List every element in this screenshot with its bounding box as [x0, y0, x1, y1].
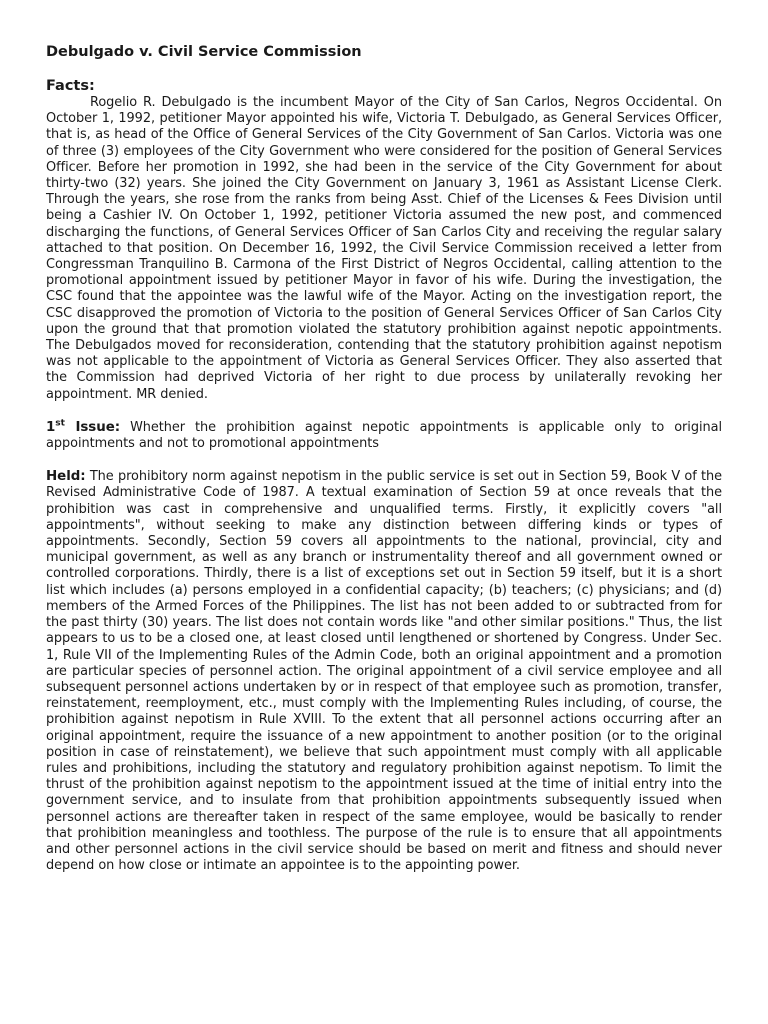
- issue-ordinal-suffix: st: [55, 418, 65, 429]
- issue-section: [46, 420, 722, 452]
- held-section: [46, 469, 722, 874]
- issue-heading: [46, 420, 120, 435]
- issue-number: 1: [46, 419, 56, 435]
- issue-text: Whether the prohibition against nepotic appointments is applicable only to original appointments and not to promotional appointments: [46, 419, 722, 452]
- facts-heading: Facts:: [46, 78, 95, 94]
- facts-section: [46, 78, 722, 403]
- facts-paragraph: Rogelio R. Debulgado is the incumbent Mayor of the City of San Carlos, Negros Occidental. On October 1, 1992, petitioner Mayor appointed his wife, Victoria T. Debulgado, as General Services Officer, that is, as head of the Office of General Services of the City Government of San Carlos. Victoria was one of three (3) employees of the City Government who were considered for the position of General Services Officer. Before her promotion in 1992, she had been in the service of the City Government for about thirty-two (32) years. She joined the City Government on January 3, 1961 as Assistant License Clerk. Through the years, she rose from the ranks from being Asst. Chief of the Licenses & Fees Division until being a Cashier IV. On October 1, 1992, petitioner Victoria assumed the new post, and commenced discharging the functions, of General Services Officer of San Carlos City and receiving the regular salary attached to that position. On December 16, 1992, the Civil Service Commission received a letter from Congressman Tranquilino B. Carmona of the First District of Negros Occidental, calling attention to the promotional appointment issued by petitioner Mayor in favor of his wife. During the investigation, the CSC found that the appointee was the lawful wife of the Mayor. Acting on the investigation report, the CSC disapproved the promotion of Victoria to the position of General Services Officer of San Carlos City upon the ground that that promotion violated the statutory prohibition against nepotic appointments. The Debulgados moved for reconsideration, contending that the statutory prohibition against nepotism was not applicable to the appointment of Victoria as General Services Officer. They also asserted that the Commission had deprived Victoria of her right to due process by unilaterally revoking her appointment. MR denied.: [46, 95, 722, 402]
- section-spacer: [46, 452, 722, 469]
- held-heading: Held:: [46, 469, 86, 485]
- held-text: The prohibitory norm against nepotism in the public service is set out in Section 59, Book V of the Revised Administrative Code of 1987. A textual examination of Section 59 at once reveals that the prohibition was cast in comprehensive and unqualified terms. Firstly, it explicitly covers "all appointments", without seeking to make any distinction between differing kinds or types of appointments. Secondly, Section 59 covers all appointments to the national, provincial, city and municipal government, as well as any branch or instrumentality thereof and all government owned or controlled corporations. Thirdly, there is a list of exceptions set out in Section 59 itself, but it is a short list which includes (a) persons employed in a confidential capacity; (b) teachers; (c) physicians; and (d) members of the Armed Forces of the Philippines. The list has not been added to or subtracted from for the past thirty (30) years. The list does not contain words like "and other similar positions." Thus, the list appears to us to be a closed one, at least closed until lengthened or shortened by Congress. Under Sec. 1, Rule VII of the Implementing Rules of the Admin Code, both an original appointment and a promotion are particular species of personnel action. The original appointment of a civil service employee and all subsequent personnel actions undertaken by or in respect of that employee such as promotion, transfer, reinstatement, reemployment, etc., must comply with the Implementing Rules including, of course, the prohibition against nepotism in Rule XVIII. To the extent that all personnel actions occurring after an original appointment, require the issuance of a new appointment to another position (or to the original position in case of reinstatement), we believe that such appointment must comply with all applicable rules and prohibitions, including the statutory and regulatory prohibition against nepotism. To limit the thrust of the prohibition against nepotism to the appointment issued at the time of initial entry into the government service, and to insulate from that prohibition appointments subsequently issued when personnel actions are thereafter taken in respect of the same employee, would be basically to render that prohibition meaningless and toothless. The purpose of the rule is to ensure that all appointments and other personnel actions in the civil service should be based on merit and fitness and should never depend on how close or intimate an appointee is to the appointing power.: [46, 469, 722, 874]
- case-title: Debulgado v. Civil Service Commission: [46, 44, 362, 60]
- held-paragraph: [46, 469, 722, 874]
- section-spacer: [46, 403, 722, 420]
- issue-label-word: Issue:: [75, 419, 121, 435]
- issue-paragraph: [46, 420, 722, 452]
